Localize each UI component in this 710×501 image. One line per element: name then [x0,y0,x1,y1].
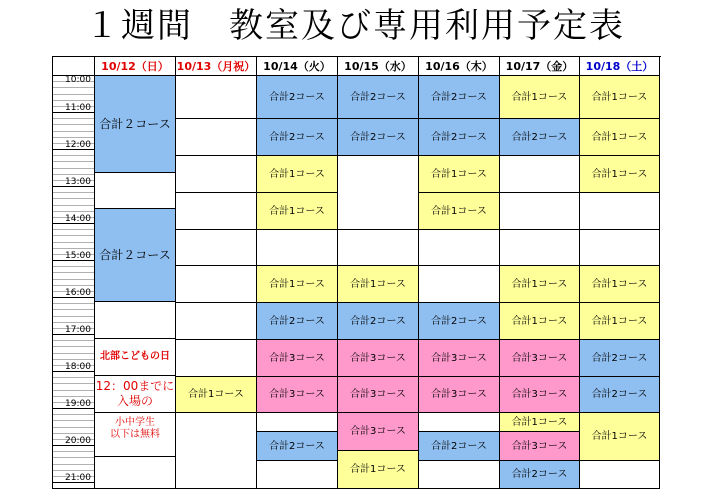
minor-tick [53,161,94,162]
minor-tick [53,118,94,119]
slot-thu-12 [419,461,500,489]
minor-tick [53,229,94,230]
minor-tick [53,100,94,101]
minor-tick [53,340,94,341]
slot-sat-10: 合計1コース [580,413,660,461]
time-label: 12:00 [65,140,91,150]
slot-thu-3: 合計1コース [419,156,500,193]
slot-sun-2 [95,173,176,209]
slot-mon-6 [176,266,257,303]
slot-sat-8: 合計2コース [580,340,660,377]
slot-wed-3 [338,156,419,230]
minor-tick [53,353,94,354]
slot-tue-11: 合計2コース [257,432,338,461]
slot-fri-3 [500,156,580,193]
slot-sat-5 [580,230,660,266]
slot-thu-6 [419,266,500,303]
slot-wed-10: 合計3コース [338,413,419,451]
slot-tue-7: 合計2コース [257,303,338,340]
minor-tick [53,359,94,360]
slot-fri-7: 合計1コース [500,303,580,340]
minor-tick [53,198,94,199]
minor-tick [53,285,94,286]
slot-fri-8: 合計3コース [500,340,580,377]
slot-sat-9: 合計2コース [580,377,660,413]
header-day-5: 10/16（木） [419,57,500,76]
minor-tick [53,464,94,465]
time-column [53,75,95,489]
slot-tue-5 [257,230,338,266]
slot-tue-1: 合計2コース [257,76,338,119]
minor-tick [53,383,94,384]
time-label: 18:00 [65,362,91,372]
slot-sat-6: 合計1コース [580,266,660,303]
minor-tick [53,266,94,267]
slot-sun-4 [95,302,176,339]
slot-thu-11: 合計2コース [419,432,500,461]
header-day-7: 10/18（土） [580,57,660,76]
minor-tick [53,309,94,310]
minor-tick [53,137,94,138]
slot-wed-5 [338,230,419,266]
slot-fri-4 [500,193,580,230]
free-note-text: 小中学生 以下は無料 [110,417,160,440]
entry-note-text: 12：00までに 入場の [95,379,175,408]
minor-tick [53,242,94,243]
slot-tue-3: 合計1コース [257,156,338,193]
slot-tue-10 [257,413,338,432]
slot-wed-9: 合計3コース [338,377,419,413]
time-label: 21:00 [65,473,91,483]
slot-thu-4: 合計1コース [419,193,500,230]
slot-thu-2: 合計2コース [419,119,500,156]
slot-mon-5 [176,230,257,266]
time-label: 16:00 [65,288,91,298]
minor-tick [53,322,94,323]
slot-wed-2: 合計2コース [338,119,419,156]
slot-wed-1: 合計2コース [338,76,419,119]
minor-tick [53,248,94,249]
minor-tick [53,94,94,95]
minor-tick [53,420,94,421]
slot-tue-6: 合計1コース [257,266,338,303]
minor-tick [53,316,94,317]
header-day-3: 10/14（火） [257,57,338,76]
minor-tick [53,457,94,458]
slot-thu-9: 合計3コース [419,377,500,413]
minor-tick [53,192,94,193]
header-day-4: 10/15（水） [338,57,419,76]
slot-tue-9: 合計3コース [257,377,338,413]
slot-thu-5 [419,230,500,266]
minor-tick [53,87,94,88]
minor-tick [53,155,94,156]
minor-tick [53,470,94,471]
minor-tick [53,279,94,280]
slot-sun-3: 合計２コース [95,209,176,302]
slot-fri-1: 合計1コース [500,76,580,119]
slot-mon-4 [176,193,257,230]
minor-tick [53,414,94,415]
slot-sat-3: 合計1コース [580,156,660,193]
time-label: 20:00 [65,436,91,446]
slot-fri-2: 合計2コース [500,119,580,156]
header-day-2: 10/13（月祝） [176,57,257,76]
minor-tick [53,377,94,378]
slot-mon-9: 合計1コース [176,377,257,413]
time-label: 10:00 [65,75,91,85]
slot-sat-11 [580,461,660,489]
minor-tick [53,390,94,391]
slot-sat-4 [580,193,660,230]
slot-thu-1: 合計2コース [419,76,500,119]
slot-tue-12 [257,461,338,489]
slot-fri-11: 合計3コース [500,432,580,461]
slot-mon-7 [176,303,257,340]
schedule-table [52,56,661,489]
slot-sun-1: 合計２コース [95,76,176,173]
time-label: 17:00 [65,325,91,335]
minor-tick [53,433,94,434]
entry-note [95,376,176,413]
minor-tick [53,396,94,397]
slot-thu-8: 合計3コース [419,340,500,377]
slot-mon-3 [176,156,257,193]
slot-wed-8: 合計3コース [338,340,419,377]
event-note: 北部こどもの日 [95,339,176,376]
slot-tue-4: 合計1コース [257,193,338,230]
minor-tick [53,174,94,175]
free-note [95,413,176,457]
minor-tick [53,451,94,452]
time-label: 15:00 [65,251,91,261]
slot-sat-2: 合計1コース [580,119,660,156]
slot-mon-8 [176,340,257,377]
slot-tue-8: 合計3コース [257,340,338,377]
minor-tick [53,168,94,169]
minor-tick [53,211,94,212]
minor-tick [53,272,94,273]
minor-tick [53,131,94,132]
slot-thu-7: 合計2コース [419,303,500,340]
slot-mon-1 [176,76,257,119]
slot-fri-6: 合計1コース [500,266,580,303]
minor-tick [53,427,94,428]
slot-sat-7: 合計1コース [580,303,660,340]
slot-wed-7: 合計2コース [338,303,419,340]
time-label: 11:00 [65,103,91,113]
minor-tick [53,205,94,206]
header-day-1: 10/12（日） [95,57,176,76]
slot-mon-2 [176,119,257,156]
minor-tick [53,346,94,347]
time-label: 19:00 [65,399,91,409]
slot-sun-8 [95,457,176,489]
slot-sat-1: 合計1コース [580,76,660,119]
slot-wed-6: 合計1コース [338,266,419,303]
slot-tue-2: 合計2コース [257,119,338,156]
time-label: 13:00 [65,177,91,187]
time-label: 14:00 [65,214,91,224]
minor-tick [53,303,94,304]
slot-fri-12: 合計2コース [500,461,580,489]
slot-mon-10 [176,413,257,489]
slot-fri-10: 合計1コース [500,413,580,432]
header-corner [53,57,95,76]
slot-fri-5 [500,230,580,266]
slot-fri-9: 合計3コース [500,377,580,413]
minor-tick [53,124,94,125]
minor-tick [53,235,94,236]
page-title: １週間 教室及び専用利用予定表 [85,6,625,46]
header-day-6: 10/17（金） [500,57,580,76]
slot-wed-11: 合計1コース [338,451,419,489]
slot-thu-10 [419,413,500,432]
